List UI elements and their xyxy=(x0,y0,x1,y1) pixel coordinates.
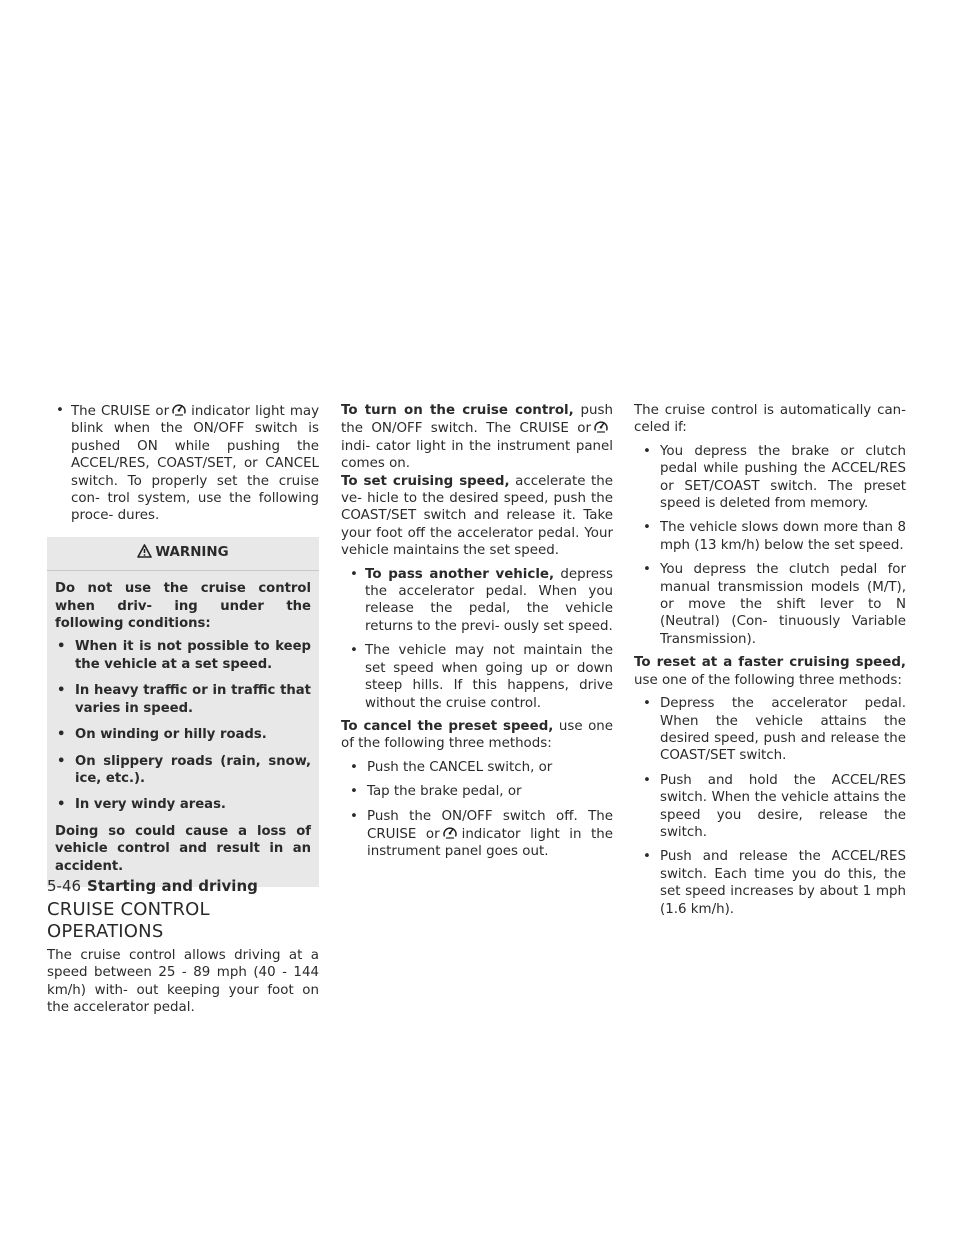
page-footer xyxy=(47,876,258,896)
column-right xyxy=(634,402,906,925)
warning-item: • On slippery roads (rain, snow, ice, etc.). xyxy=(57,753,311,786)
warning-header xyxy=(55,537,311,570)
warning-item: • When it is not possible to keep the vehicle at a set speed. xyxy=(57,639,311,672)
section-title: Starting and driving xyxy=(87,877,258,895)
warning-item: • On winding or hilly roads. xyxy=(57,727,267,743)
list-item: • The vehicle may not maintain the set speed when going up or down steep hills. If this happens, drive without the cruise control. xyxy=(350,643,613,711)
warning-title: WARNING xyxy=(155,544,229,560)
paragraph: To set cruising speed, accelerate the ve- hicle to the desired speed, push the COAST/SET switch and release it. Take your foot off the accelerator pedal. Your vehicle maintains the set speed. xyxy=(341,473,613,559)
list-item: • To pass another vehicle, depress the accelerator pedal. When you release the pedal, the vehicle returns to the previ- ously set speed. xyxy=(350,566,613,634)
list-item: • The CRUISE or indicator light may blink when the ON/OFF switch is pushed ON while pushing the ACCEL/RES, COAST/SET, or CANCEL switch. To properly set the cruise con- trol system, use the following proce- dures. xyxy=(56,403,320,524)
paragraph: To turn on the cruise control, push the ON/OFF switch. The CRUISE orindi- cator light in the instrument panel comes on. xyxy=(341,403,613,472)
list-item: • Push and hold the ACCEL/RES switch. When the vehicle attains the speed you desire, release the switch. xyxy=(643,772,906,840)
page-number: 5-46 xyxy=(47,877,82,895)
list-item: • You depress the clutch pedal for manual transmission models (M/T), or move the shift lever to N (Neutral) (Con- tinuously Variable Transmission). xyxy=(643,562,906,647)
warning-box xyxy=(47,537,319,887)
cruise-indicator-icon xyxy=(440,825,462,839)
text: The CRUISE or xyxy=(71,404,170,419)
column-left xyxy=(47,402,319,1017)
cruise-indicator-icon xyxy=(591,419,613,433)
paragraph: The cruise control allows driving at a speed between 25 - 89 mph (40 - 144 km/h) with- out keeping your foot on the accelerator pedal. xyxy=(47,947,319,1016)
paragraph: To reset at a faster cruising speed, use one of the following three methods: xyxy=(634,655,906,688)
text: indicator light may blink when the ON/OFF switch is pushed ON while pushing the ACCEL/RES, COAST/SET, or CANCEL switch. To properly set the cruise con- trol system, use the following proce- dures. xyxy=(71,404,320,524)
list-item: • The vehicle slows down more than 8 mph (13 km/h) below the set speed. xyxy=(643,520,906,553)
cruise-indicator-icon xyxy=(169,402,191,416)
warning-item: • In very windy areas. xyxy=(57,797,226,813)
paragraph: To cancel the preset speed, use one of the following three methods: xyxy=(341,718,613,752)
warning-triangle-icon xyxy=(137,544,152,558)
list-item: • Depress the accelerator pedal. When the vehicle attains the desired speed, push and release the COAST/SET switch. xyxy=(643,696,906,764)
list-item: • Push and release the ACCEL/RES switch. Each time you do this, the set speed increases by about 1 mph (1.6 km/h). xyxy=(643,849,906,917)
list-item: • Push the CANCEL switch, or xyxy=(350,759,553,775)
list-item: • Push the ON/OFF switch off. The CRUISE or indicator light in the instrument panel goes out. xyxy=(350,808,613,860)
warning-body xyxy=(55,570,311,875)
warning-closing: Doing so could cause a loss of vehicle control and result in an accident. xyxy=(55,823,311,874)
paragraph: The cruise control is automatically can- celed if: xyxy=(634,403,906,436)
warning-intro: Do not use the cruise control when driv- ing under the following conditions: xyxy=(55,581,311,632)
column-middle xyxy=(341,402,613,868)
warning-item: • In heavy traffic or in traffic that varies in speed. xyxy=(57,683,311,716)
list-item: • Tap the brake pedal, or xyxy=(350,784,522,800)
section-heading: CRUISE CONTROL OPERATIONS xyxy=(47,898,210,942)
list-item: • You depress the brake or clutch pedal while pushing the ACCEL/RES or SET/COAST switch. The preset speed is deleted from memory. xyxy=(643,443,906,512)
